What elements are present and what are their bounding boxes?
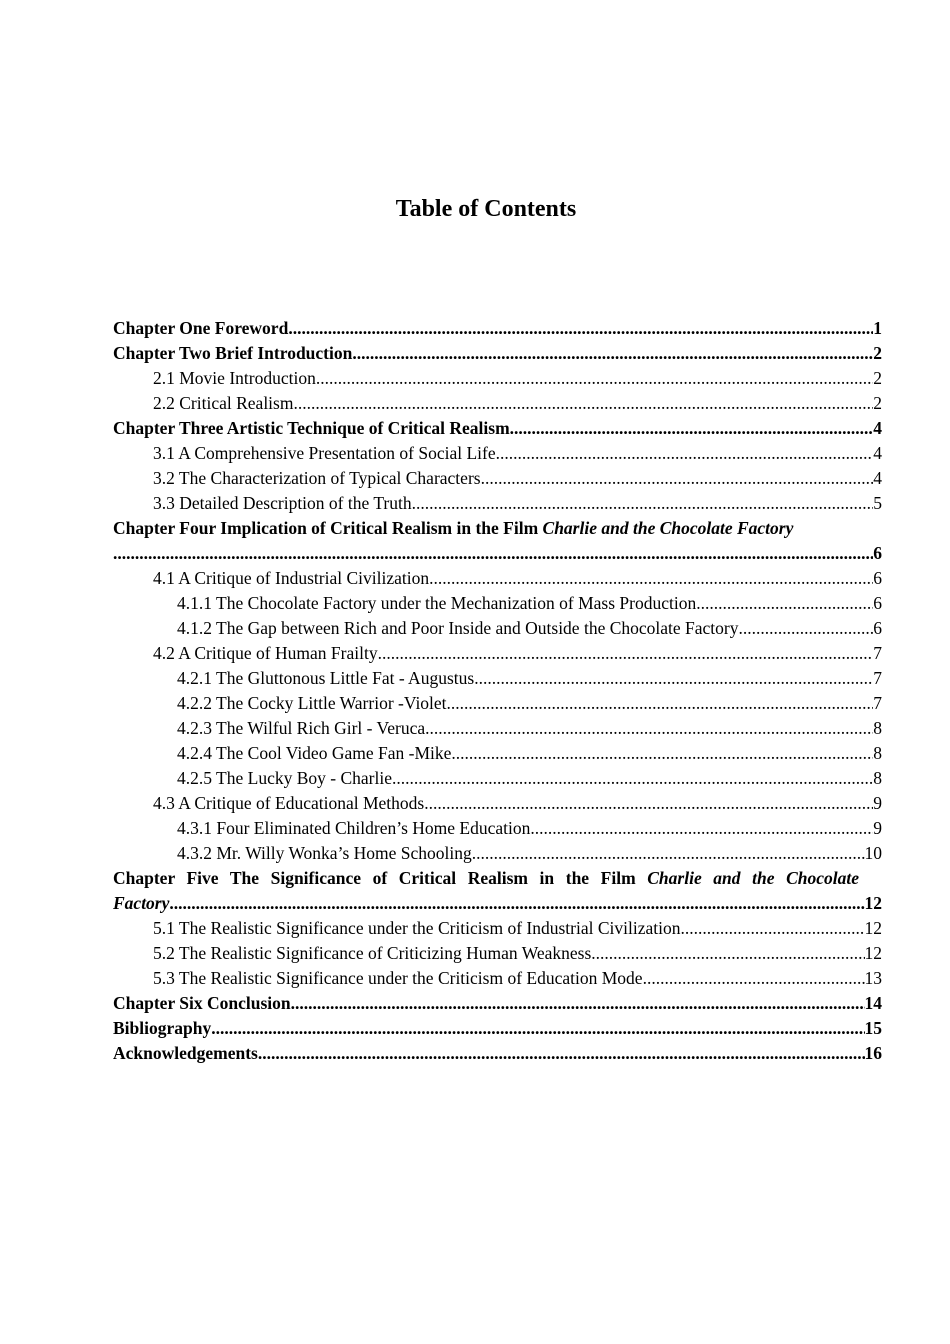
dot-leader <box>258 1041 865 1066</box>
dot-leader <box>425 716 873 741</box>
dot-leader <box>643 966 865 991</box>
toc-entry-title: 4.2.5 The Lucky Boy - Charlie <box>177 768 392 788</box>
toc-entry-title: 4.2.4 The Cool Video Game Fan -Mike <box>177 743 452 763</box>
dot-leader <box>392 766 873 791</box>
toc-entry-title: Chapter Four Implication of Critical Realism in the Film <box>113 518 543 538</box>
toc-entry-title: 4.2.1 The Gluttonous Little Fat - Augustus <box>177 668 475 688</box>
toc-entry-4-1[interactable] <box>113 566 882 591</box>
toc-page-number: 4 <box>873 468 882 488</box>
toc-entry-title: Chapter Three Artistic Technique of Critical Realism <box>113 418 510 438</box>
toc-entry-3-3[interactable] <box>113 491 882 516</box>
toc-entry-chapter-one[interactable] <box>113 316 882 341</box>
dot-leader <box>412 491 874 516</box>
dot-leader <box>316 366 873 391</box>
toc-entry-title: 5.1 The Realistic Significance under the Criticism of Industrial Civilization <box>153 918 681 938</box>
dot-leader <box>451 741 873 766</box>
toc-entry-title: Chapter Two Brief Introduction <box>113 343 353 363</box>
dot-leader <box>424 791 873 816</box>
toc-entry-acknowledgements[interactable] <box>113 1041 882 1066</box>
dot-leader <box>113 541 873 566</box>
toc-entry-continuation <box>113 541 882 566</box>
toc-entry-title: 3.1 A Comprehensive Presentation of Social Life <box>153 443 496 463</box>
toc-entry-title: 5.3 The Realistic Significance under the Criticism of Education Mode <box>153 968 643 988</box>
toc-entry-chapter-five[interactable] <box>113 866 882 916</box>
toc-page-number: 4 <box>873 418 882 438</box>
toc-entry-4-2-4[interactable] <box>113 741 882 766</box>
toc-entry-title: Chapter Six Conclusion <box>113 993 291 1013</box>
toc-page-number: 9 <box>873 793 882 813</box>
dot-leader <box>378 641 874 666</box>
toc-entry-4-1-2[interactable] <box>113 616 882 641</box>
toc-entry-title: 4.1.2 The Gap between Rich and Poor Inside and Outside the Chocolate Factory <box>177 618 739 638</box>
toc-page-number: 8 <box>873 768 882 788</box>
toc-entry-title: 5.2 The Realistic Significance of Criticizing Human Weakness <box>153 943 592 963</box>
dot-leader <box>352 341 873 366</box>
dot-leader <box>447 691 874 716</box>
toc-entry-title: 4.1 A Critique of Industrial Civilization <box>153 568 430 588</box>
toc-entry-chapter-two[interactable] <box>113 341 882 366</box>
toc-entry-title: 4.3.2 Mr. Willy Wonka’s Home Schooling <box>177 843 472 863</box>
toc-page-number: 7 <box>873 693 882 713</box>
toc-page-number: 12 <box>864 918 882 938</box>
toc-entry-3-2[interactable] <box>113 466 882 491</box>
toc-page-number: 6 <box>873 543 882 563</box>
dot-leader <box>510 416 874 441</box>
toc-page-number: 6 <box>873 618 882 638</box>
toc-entry-2-1[interactable] <box>113 366 882 391</box>
toc-entry-title: 4.3 A Critique of Educational Methods <box>153 793 425 813</box>
toc-entry-title: 3.2 The Characterization of Typical Characters <box>153 468 481 488</box>
toc-page-number: 6 <box>873 568 882 588</box>
dot-leader <box>211 1016 864 1041</box>
dot-leader <box>293 391 873 416</box>
toc-entry-2-2[interactable] <box>113 391 882 416</box>
dot-leader <box>429 566 873 591</box>
toc-page-number: 12 <box>864 943 882 963</box>
table-of-contents <box>113 316 882 1066</box>
toc-entry-chapter-four[interactable] <box>113 516 882 566</box>
toc-entry-4-2[interactable] <box>113 641 882 666</box>
toc-entry-bibliography[interactable] <box>113 1016 882 1041</box>
toc-page-number: 14 <box>864 993 882 1013</box>
toc-entry-title: 2.2 Critical Realism <box>153 393 294 413</box>
toc-page-number: 8 <box>873 743 882 763</box>
toc-page-number: 8 <box>873 718 882 738</box>
dot-leader <box>291 991 865 1016</box>
dot-leader <box>591 941 864 966</box>
toc-page-number: 7 <box>873 643 882 663</box>
toc-entry-title: 4.2.3 The Wilful Rich Girl - Veruca <box>177 718 426 738</box>
toc-entry-title: 4.2.2 The Cocky Little Warrior -Violet <box>177 693 447 713</box>
dot-leader <box>169 891 864 916</box>
film-title: Charlie and the Chocolate Factory <box>542 518 794 538</box>
toc-page-number: 10 <box>864 843 882 863</box>
toc-entry-4-2-3[interactable] <box>113 716 882 741</box>
toc-entry-title: Bibliography <box>113 1018 212 1038</box>
toc-entry-4-1-1[interactable] <box>113 591 882 616</box>
toc-entry-title: 4.3.1 Four Eliminated Children’s Home Education <box>177 818 531 838</box>
dot-leader <box>472 841 865 866</box>
toc-page-number: 13 <box>864 968 882 988</box>
dot-leader <box>530 816 873 841</box>
toc-entry-5-3[interactable] <box>113 966 882 991</box>
toc-entry-4-3[interactable] <box>113 791 882 816</box>
toc-page-number: 16 <box>864 1043 882 1063</box>
toc-entry-title-line <box>113 516 859 541</box>
toc-page-number: 1 <box>873 318 882 338</box>
toc-entry-title: 2.1 Movie Introduction <box>153 368 316 388</box>
toc-page-number: 4 <box>873 443 882 463</box>
toc-entry-4-2-5[interactable] <box>113 766 882 791</box>
toc-page-number: 6 <box>873 593 882 613</box>
dot-leader <box>739 616 874 641</box>
toc-entry-5-1[interactable] <box>113 916 882 941</box>
dot-leader <box>474 666 873 691</box>
toc-entry-4-3-1[interactable] <box>113 816 882 841</box>
toc-page-number: 5 <box>873 493 882 513</box>
toc-entry-4-2-2[interactable] <box>113 691 882 716</box>
toc-entry-continuation <box>113 891 882 916</box>
toc-entry-title: 4.2 A Critique of Human Frailty <box>153 643 378 663</box>
page-title: Table of Contents <box>395 196 577 222</box>
dot-leader <box>680 916 864 941</box>
toc-page-number: 2 <box>873 343 882 363</box>
toc-entry-title: Chapter Five The Significance of Critical Realism in the Film <box>113 868 648 888</box>
film-title: Factory <box>113 893 170 913</box>
toc-page-number: 2 <box>873 368 882 388</box>
toc-entry-5-2[interactable] <box>113 941 882 966</box>
toc-entry-3-1[interactable] <box>113 441 882 466</box>
toc-entry-title: Chapter One Foreword <box>113 318 289 338</box>
toc-entry-title: Acknowledgements <box>113 1043 258 1063</box>
toc-entry-title: 4.1.1 The Chocolate Factory under the Mechanization of Mass Production <box>177 593 697 613</box>
toc-page-number: 12 <box>864 893 882 913</box>
dot-leader <box>696 591 873 616</box>
toc-entry-chapter-three[interactable] <box>113 416 882 441</box>
toc-entry-4-2-1[interactable] <box>113 666 882 691</box>
dot-leader <box>481 466 874 491</box>
toc-entry-title-line <box>113 866 859 891</box>
toc-entry-4-3-2[interactable] <box>113 841 882 866</box>
toc-page-number: 9 <box>873 818 882 838</box>
toc-page-number: 15 <box>864 1018 882 1038</box>
film-title: Charlie and the Chocolate <box>647 868 859 888</box>
dot-leader <box>496 441 874 466</box>
toc-page-number: 2 <box>873 393 882 413</box>
toc-entry-title: 3.3 Detailed Description of the Truth <box>153 493 412 513</box>
dot-leader <box>288 316 873 341</box>
toc-entry-chapter-six[interactable] <box>113 991 882 1016</box>
toc-page-number: 7 <box>873 668 882 688</box>
